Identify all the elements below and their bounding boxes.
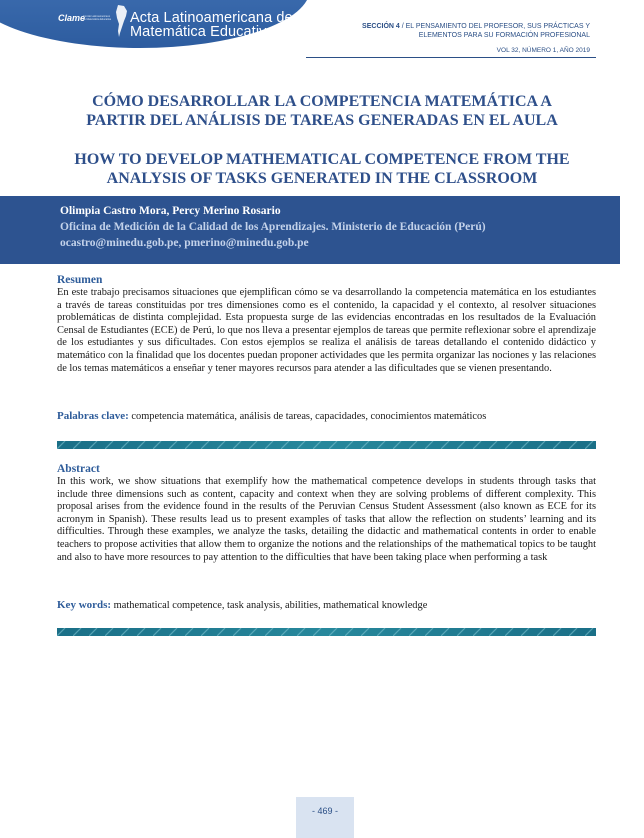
latin-america-map-icon	[115, 4, 129, 38]
section-text-line1: / EL PENSAMIENTO DEL PROFESOR, SUS PRÁCTICAS Y	[399, 23, 590, 30]
resumen-heading: Resumen	[57, 274, 103, 286]
title-es-line1: CÓMO DESARROLLAR LA COMPETENCIA MATEMÁTICA A	[92, 93, 552, 110]
volume-info: VOL 32, NÚMERO 1, AÑO 2019	[496, 47, 590, 54]
key-words-label: Key words:	[57, 599, 112, 611]
abstract-heading: Abstract	[57, 463, 100, 475]
title-en-line2: ANALYSIS OF TASKS GENERATED IN THE CLASSROOM	[106, 170, 538, 187]
section-divider	[57, 441, 596, 449]
key-words-text: mathematical competence, task analysis, abilities, mathematical knowledge	[111, 600, 428, 611]
title-en-line1: HOW TO DEVELOP MATHEMATICAL COMPETENCE FROM THE	[74, 151, 570, 168]
title-spanish	[40, 92, 604, 130]
header-rule	[306, 57, 596, 58]
clame-subtitle: Comité Latinoamericano de Matemática Educativa	[83, 15, 112, 21]
palabras-clave-text: competencia matemática, análisis de tareas, capacidades, conocimientos matemáticos	[128, 411, 487, 422]
title-es-line2: PARTIR DEL ANÁLISIS DE TAREAS GENERADAS EN EL AULA	[86, 112, 558, 129]
title-english	[40, 150, 604, 188]
author-affiliation: Oficina de Medición de la Calidad de los Aprendizajes. Ministerio de Educación (Perú)	[60, 221, 486, 233]
author-emails[interactable]: ocastro@minedu.gob.pe, pmerino@minedu.gob.pe	[60, 237, 309, 249]
abstract-text: In this work, we show situations that exemplify how the mathematical competence develops in students through tasks that include three dimensions such as content, capacity and context when they are solving problems of different complexity. This proposal arises from the evidence found in the results of the Peruvian Census Student Assessment (also known as ECE for its acronym in Spanish). These results lead us to present examples of tasks that allow the reflection on students’ learning and its difficulties. Through these examples, we analyze the tasks, detailing the didactic and mathematical contents in order to enable teachers to propose activities that allow them to organize the notions and the relationships of the mathematical topics to be taught and also to have more resources to pay attention to the difficulties that have been taking place when performing a task	[57, 476, 596, 563]
page-number: - 469 -	[311, 806, 338, 816]
page-number-box	[296, 797, 354, 838]
resumen-keywords	[57, 410, 486, 422]
abstract-keywords	[57, 599, 427, 611]
author-band	[0, 196, 620, 264]
journal-title	[130, 11, 293, 39]
resumen-text: En este trabajo precisamos situaciones que ejemplifican cómo se va desarrollando la competencia matemática en los estudiantes a través de tareas constituidas por tres dimensiones como es el contenido, la capacidad y el contexto, al resolver situaciones problemáticas de distinta complejidad. Esta propuesta surge de las evidencias encontradas en los resultados de la Evaluación Censal de Estudiantes (ECE) de Perú, lo que nos lleva a presentar ejemplos de tareas que permite reflexionar sobre el aprendizaje de los estudiantes y sus dificultades. Con estos ejemplos se realiza el análisis de tareas detallando el contenido didáctico y matemático con la finalidad que los docentes puedan proponer actividades que les permita organizar las nociones y las relaciones de los temas matemáticos a enseñar y tener mayores recursos para atender a las dificultades que se vienen presentando.	[57, 287, 596, 374]
section-text-line2: ELEMENTOS PARA SU FORMACIÓN PROFESIONAL	[418, 32, 590, 39]
author-names: Olimpia Castro Mora, Percy Merino Rosario	[60, 205, 281, 217]
clame-logo: Clame	[58, 13, 86, 23]
section-label: SECCIÓN 4	[362, 23, 400, 30]
section-info	[320, 22, 590, 40]
palabras-clave-label: Palabras clave:	[57, 410, 129, 422]
journal-title-line1: Acta Latinoamericana de	[130, 10, 293, 26]
section-divider-bottom	[57, 628, 596, 636]
journal-title-line2: Matemática Educativa	[130, 24, 275, 40]
